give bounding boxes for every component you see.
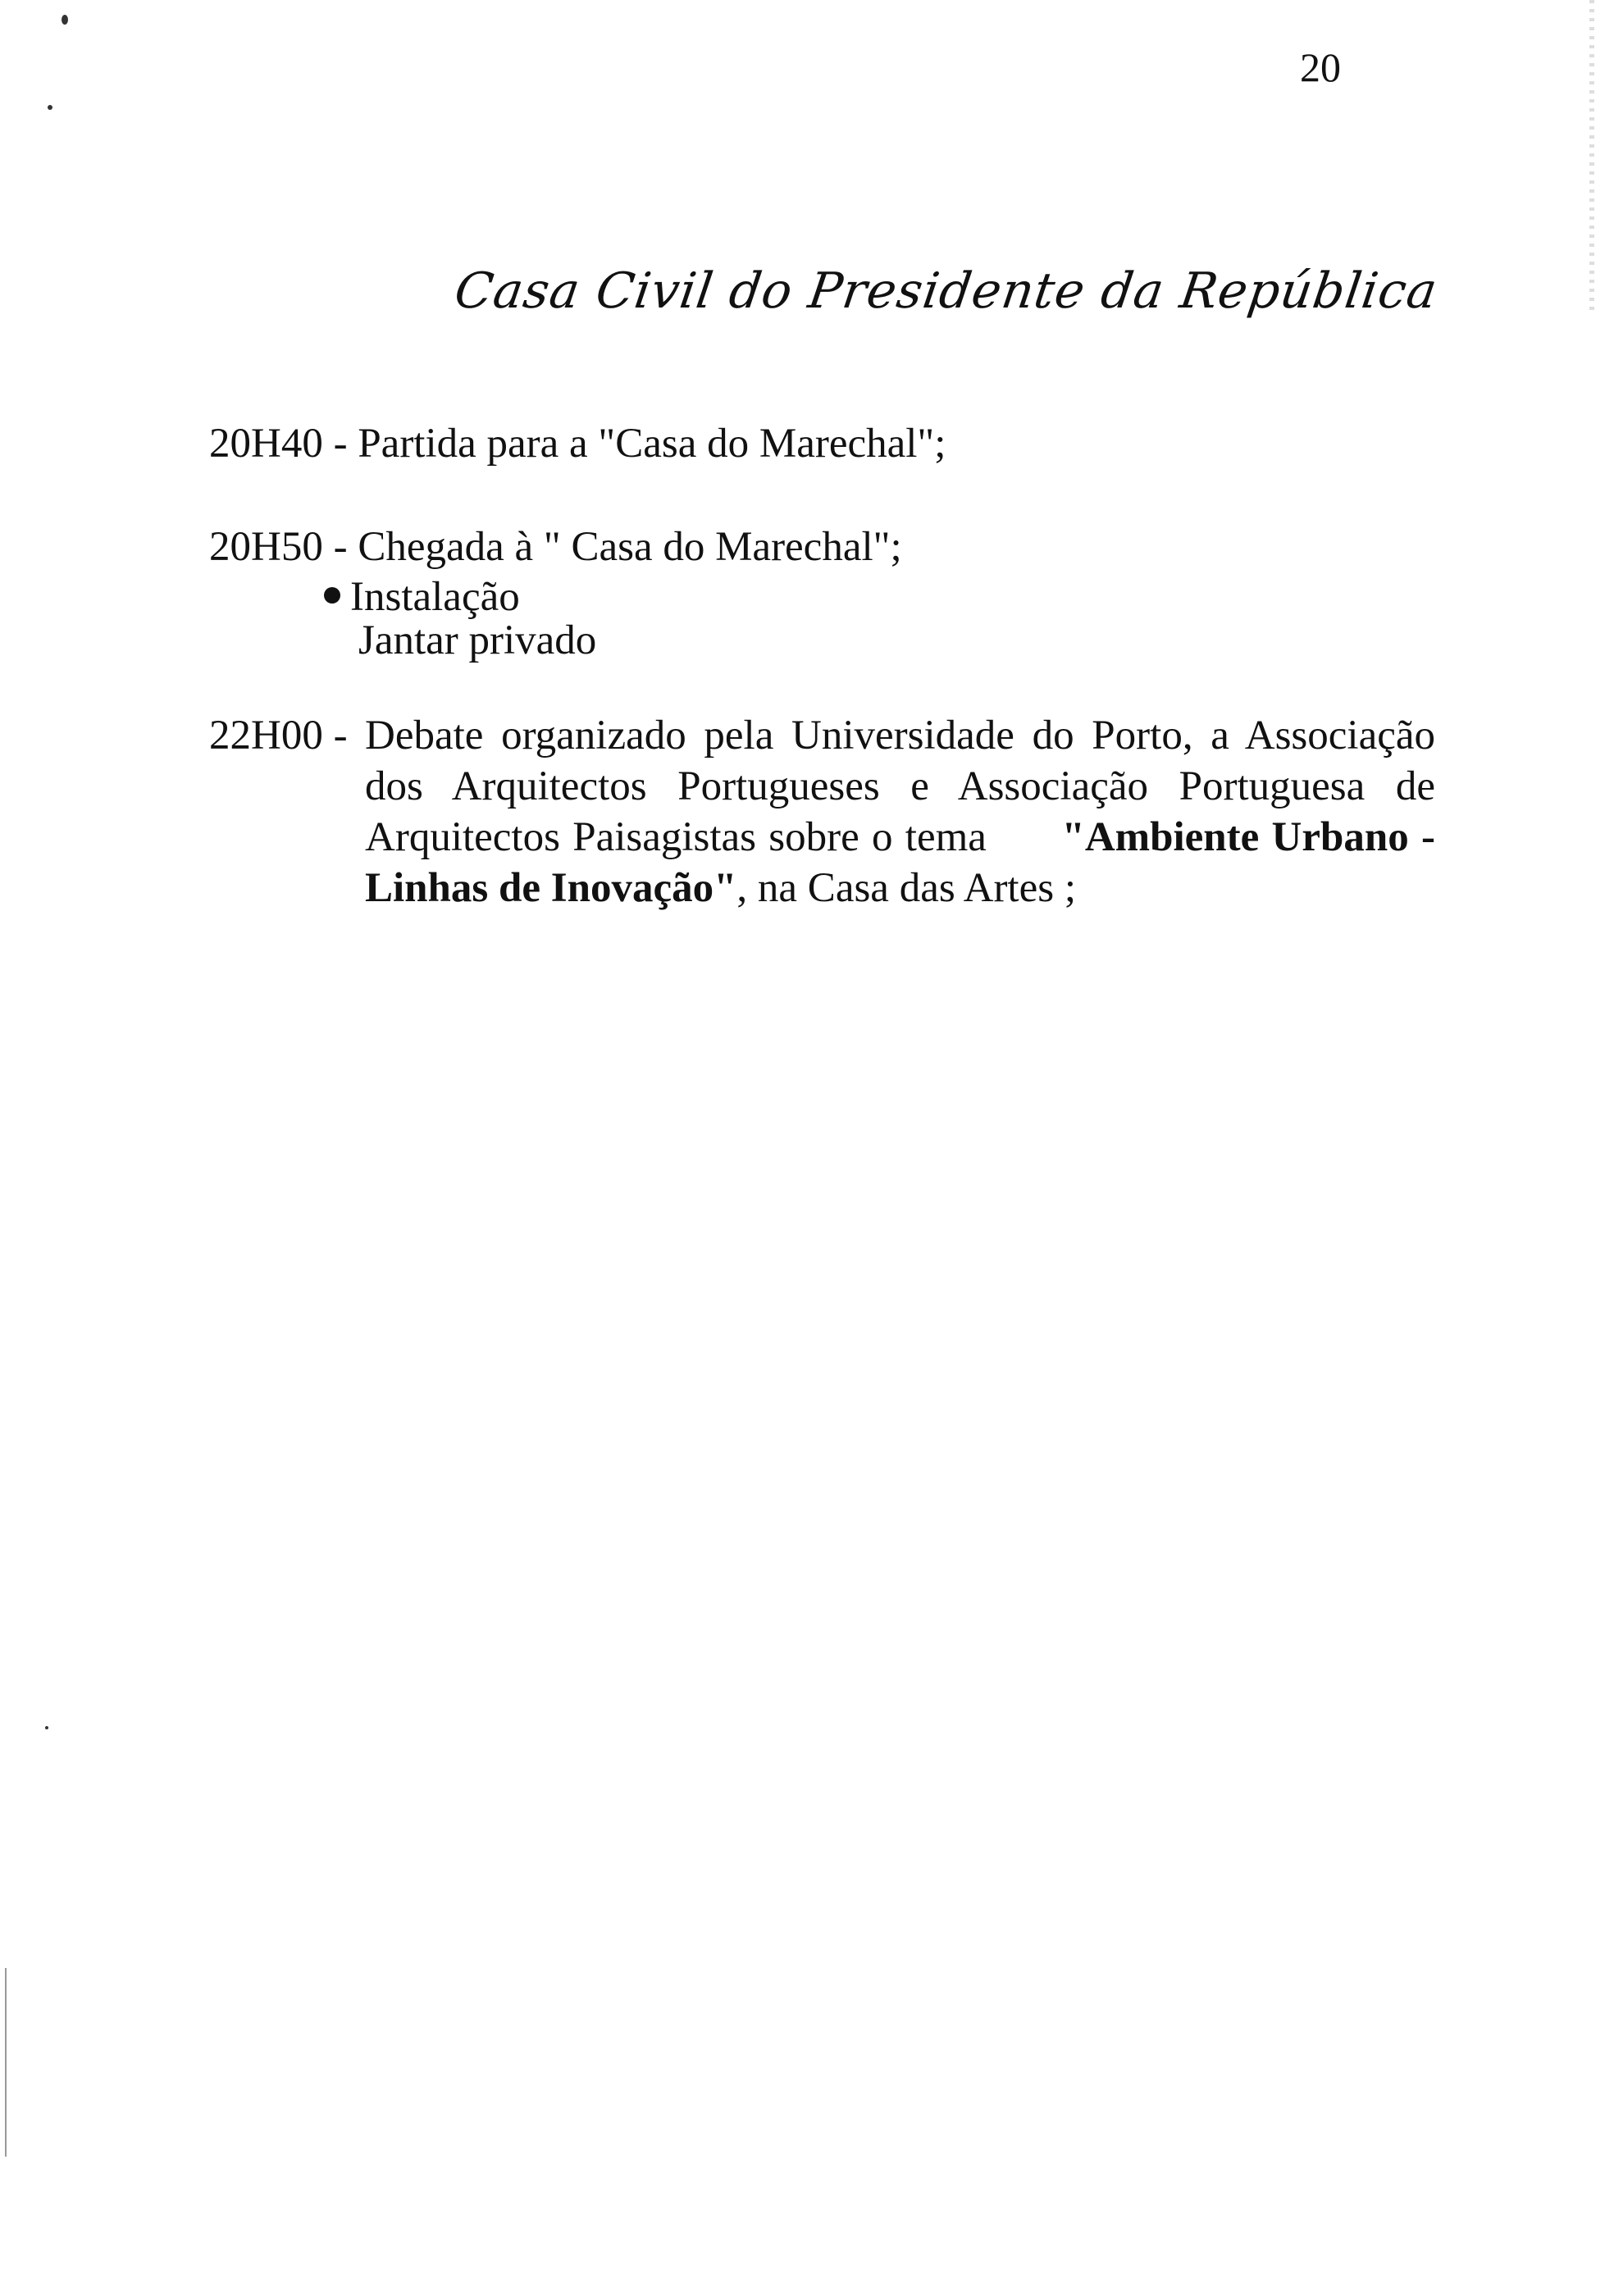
scan-speck: [45, 1726, 48, 1729]
subitem-label: Instalação: [350, 574, 520, 620]
scan-speck: [48, 105, 52, 110]
schedule-item-2200: [209, 710, 1439, 923]
page-number: 20: [1300, 44, 1341, 90]
schedule-description: [365, 710, 1435, 913]
debate-theme: "Ambiente Urbano - Linhas de Inovação": [365, 814, 1435, 911]
scan-margin-line: [5, 1968, 7, 2157]
scan-edge-artifact: [1589, 0, 1594, 312]
scan-speck: [62, 15, 68, 25]
description-text: Debate organizado pela Universidade do Porto, a Associação dos Arquitectos Portugueses e Associação Portuguesa de Arquitectos Paisagistas sobre o tema: [365, 713, 1435, 860]
schedule-item-2040: 20H40 - Partida para a "Casa do Marechal";: [209, 421, 946, 467]
schedule-item-2050: 20H50 - Chegada à " Casa do Marechal";: [209, 524, 902, 570]
schedule-subitem-jantar: Jantar privado: [358, 617, 597, 663]
bullet-icon: [324, 587, 340, 604]
schedule-time: 22H00 -: [209, 713, 348, 758]
letterhead-script: Casa Civil do Presidente da República: [451, 262, 1442, 320]
description-location: , na Casa das Artes ;: [736, 865, 1076, 911]
